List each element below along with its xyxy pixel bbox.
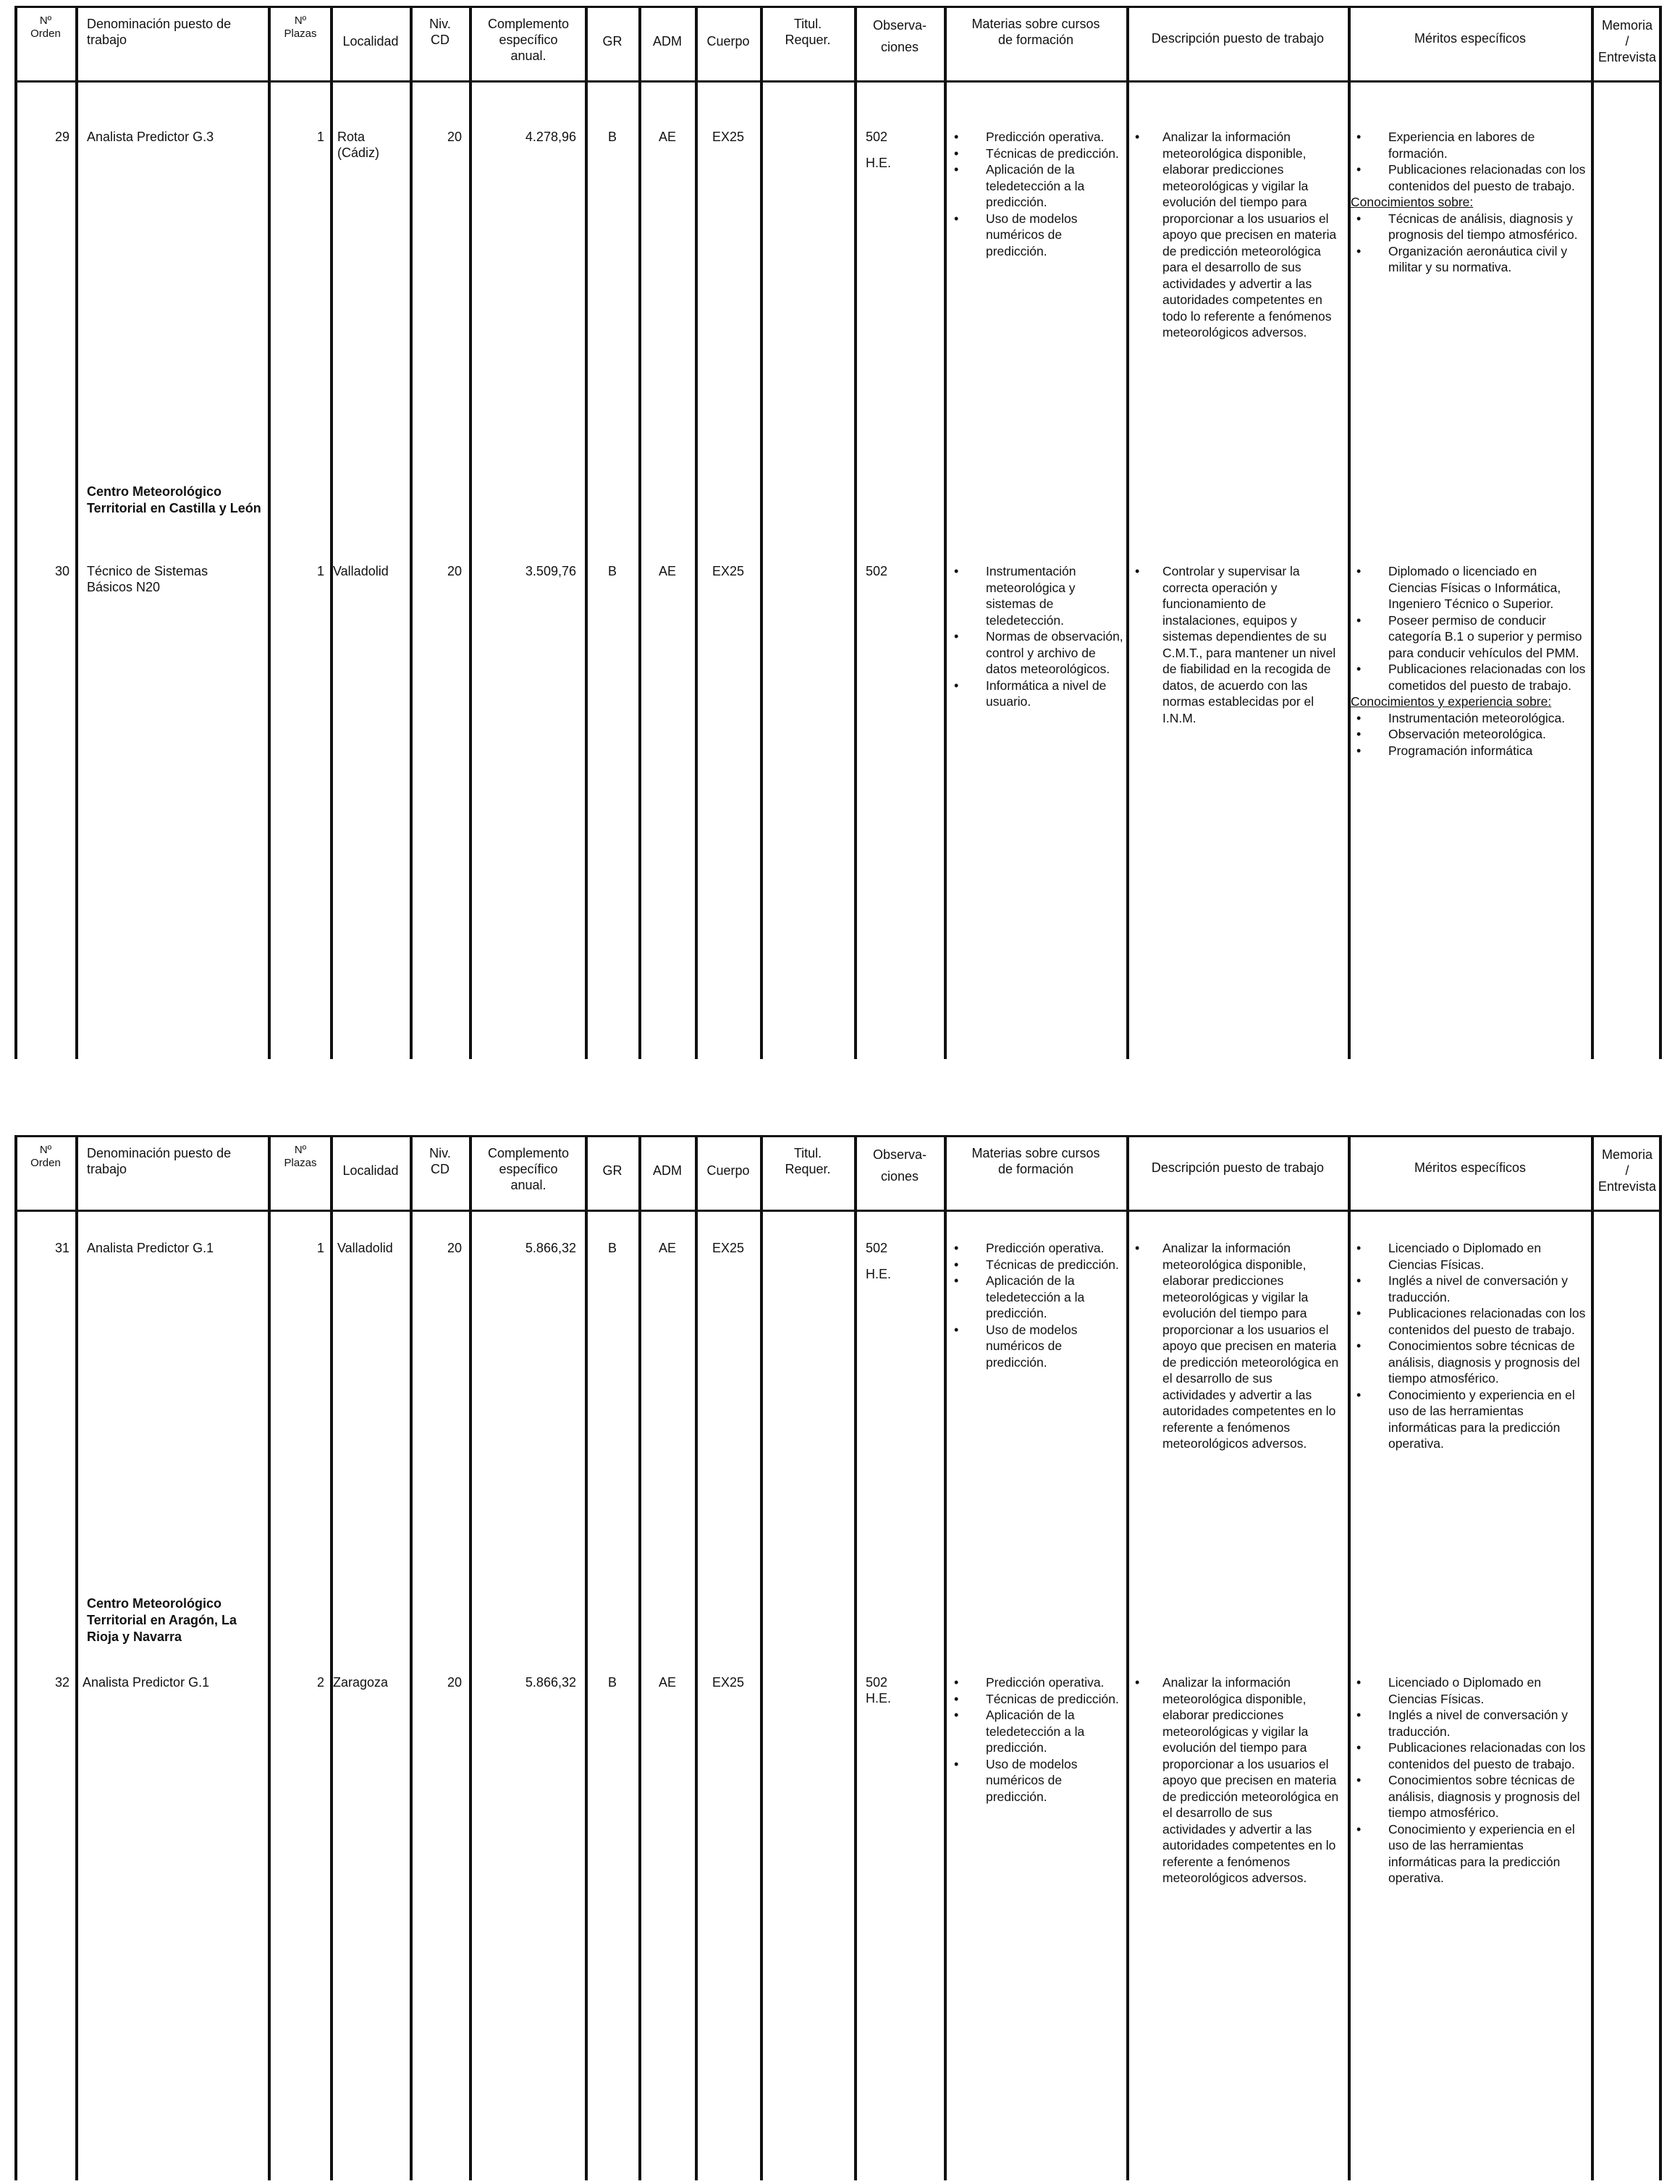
- row32-complemento: 5.866,32: [525, 1675, 576, 1690]
- list-item: • Poseer permiso de conducir categoría B.1 o superior y permiso para conducir vehículos del PMM.: [1351, 612, 1587, 662]
- row32-plazas: 2: [316, 1675, 324, 1690]
- header-gr: GR: [602, 1163, 622, 1178]
- list-item: • Publicaciones relacionadas con los contenidos del puesto de trabajo.: [1351, 1305, 1587, 1338]
- row32-localidad: Zaragoza: [333, 1675, 389, 1690]
- list-item: • Conocimiento y experiencia en el uso de las herramientas informáticas para la predicción operativa.: [1351, 1821, 1587, 1886]
- header-complemento: Complemento específico anual.: [487, 17, 570, 63]
- row30-localidad: Valladolid: [333, 564, 389, 578]
- row30-plazas: 1: [316, 564, 324, 578]
- list-item: • Conocimientos sobre técnicas de análisis, diagnosis y prognosis del tiempo atmosférico.: [1351, 1772, 1587, 1821]
- row29-observaciones: 502 H.E.: [866, 130, 892, 170]
- header-plazas: Nº Plazas: [284, 1144, 317, 1169]
- row30-gr: B: [607, 564, 617, 578]
- header-orden: Nº Orden: [30, 14, 61, 40]
- row31-adm: AE: [658, 1241, 676, 1255]
- row30-complemento: 3.509,76: [525, 564, 576, 578]
- row30-orden: 30: [54, 564, 69, 578]
- list-item: • Técnicas de predicción.: [948, 146, 1125, 162]
- list-item: • Informática a nivel de usuario.: [948, 678, 1125, 710]
- row29-meritos: [1351, 129, 1587, 276]
- row31-meritos: [1351, 1240, 1587, 1452]
- list-item: • Técnicas de predicción.: [948, 1257, 1125, 1273]
- list-item: • Programación informática: [1351, 743, 1587, 759]
- list-item: • Conocimientos sobre técnicas de análisis, diagnosis y prognosis del tiempo atmosférico.: [1351, 1338, 1587, 1387]
- row30-materias: [948, 563, 1125, 710]
- row32-observaciones: 502 H.E.: [866, 1675, 892, 1706]
- row29-denominacion: Analista Predictor G.3: [87, 130, 214, 144]
- meritos-subheading: Conocimientos y experiencia sobre:: [1351, 694, 1552, 709]
- header-denominacion: Denominación puesto de trabajo: [87, 17, 232, 47]
- header-meritos: Méritos específicos: [1414, 31, 1527, 46]
- header-localidad: Localidad: [342, 1163, 399, 1178]
- list-item: • Publicaciones relacionadas con los cometidos del puesto de trabajo.: [1351, 661, 1587, 693]
- row29-niv: 20: [447, 130, 462, 144]
- header-meritos: Méritos específicos: [1414, 1160, 1527, 1175]
- list-item: • Aplicación de la teledetección a la predicción.: [948, 1273, 1125, 1322]
- list-item: • Uso de modelos numéricos de predicción.: [948, 1322, 1125, 1371]
- header-adm: ADM: [653, 34, 682, 49]
- list-item: • Normas de observación, control y archivo de datos meteorológicos.: [948, 628, 1125, 678]
- row31-descripcion: [1129, 1240, 1339, 1452]
- row29-gr: B: [607, 130, 617, 144]
- row30-descripcion: [1129, 563, 1343, 726]
- list-item: • Observación meteorológica.: [1351, 726, 1587, 743]
- row29-localidad: Rota (Cádiz): [337, 130, 380, 160]
- row32-cuerpo: EX25: [712, 1675, 745, 1690]
- row32-orden: 32: [54, 1675, 69, 1690]
- row29-adm: AE: [658, 130, 676, 144]
- list-item: • Experiencia en labores de formación.: [1351, 129, 1587, 161]
- list-item: • Diplomado o licenciado en Ciencias Físicas o Informática, Ingeniero Técnico o Superior.: [1351, 563, 1587, 612]
- row31-denominacion: Analista Predictor G.1: [87, 1241, 214, 1255]
- row30-cuerpo: EX25: [712, 564, 745, 578]
- section-heading-castilla-leon: Centro Meteorológico Territorial en Castilla y León: [87, 484, 261, 515]
- header-memoria: Memoria / Entrevista: [1597, 18, 1657, 64]
- header-observaciones: Observa- ciones: [872, 18, 927, 54]
- list-item: • Predicción operativa.: [948, 1674, 1125, 1691]
- header-niv: Niv. CD: [429, 1146, 451, 1176]
- list-item: • Conocimiento y experiencia en el uso de las herramientas informáticas para la predicción operativa.: [1351, 1387, 1587, 1452]
- row30-meritos: [1351, 563, 1587, 759]
- section-heading-aragon: Centro Meteorológico Territorial en Aragón, La Rioja y Navarra: [87, 1596, 237, 1644]
- row30-adm: AE: [658, 564, 676, 578]
- list-item: • Inglés a nivel de conversación y traducción.: [1351, 1707, 1587, 1740]
- list-item: • Analizar la información meteorológica disponible, elaborar predicciones meteorológicas y vigilar la evolución del tiempo para proporcionar a los usuarios el apoyo que precisen en materia de predicción meteorológica en el desarrollo de sus actividades y advertir a las autoridades competentes en lo referente a fenómenos meteorológicos adversos.: [1129, 1240, 1339, 1452]
- header-cuerpo: Cuerpo: [706, 34, 750, 49]
- header-titul: Titul. Requer.: [785, 1146, 831, 1176]
- row29-complemento: 4.278,96: [525, 130, 576, 144]
- list-item: • Analizar la información meteorológica disponible, elaborar predicciones meteorológicas y vigilar la evolución del tiempo para proporcionar a los usuarios el apoyo que precisen en materia de predicción meteorológica en el desarrollo de sus actividades y advertir a las autoridades competentes en lo referente a fenómenos meteorológicos adversos.: [1129, 1674, 1339, 1886]
- row29-plazas: 1: [316, 130, 324, 144]
- row30-niv: 20: [447, 564, 462, 578]
- header-observaciones: Observa- ciones: [872, 1147, 927, 1184]
- row30-observaciones: 502: [866, 564, 888, 578]
- header-memoria: Memoria / Entrevista: [1597, 1147, 1657, 1194]
- header-denominacion: Denominación puesto de trabajo: [87, 1146, 232, 1176]
- list-item: • Técnicas de predicción.: [948, 1691, 1125, 1708]
- list-item: • Predicción operativa.: [948, 129, 1125, 146]
- header-materias: Materias sobre cursos de formación: [971, 1146, 1100, 1176]
- row29-cuerpo: EX25: [712, 130, 745, 144]
- row31-orden: 31: [54, 1241, 69, 1255]
- list-item: • Predicción operativa.: [948, 1240, 1125, 1257]
- row29-materias: [948, 129, 1125, 259]
- row30-denominacion: Técnico de Sistemas Básicos N20: [87, 564, 208, 594]
- row32-materias: [948, 1674, 1125, 1805]
- row31-niv: 20: [447, 1241, 462, 1255]
- meritos-subheading: Conocimientos sobre:: [1351, 195, 1474, 209]
- row32-gr: B: [607, 1675, 617, 1690]
- list-item: • Uso de modelos numéricos de predicción.: [948, 211, 1125, 260]
- row32-niv: 20: [447, 1675, 462, 1690]
- header-plazas: Nº Plazas: [284, 14, 317, 40]
- table-panel-1: [14, 6, 1662, 1059]
- header-localidad: Localidad: [342, 34, 399, 49]
- row31-plazas: 1: [316, 1241, 324, 1255]
- row29-descripcion: [1129, 129, 1339, 341]
- row31-localidad: Valladolid: [337, 1241, 393, 1255]
- list-item: • Inglés a nivel de conversación y traducción.: [1351, 1273, 1587, 1305]
- list-item: • Uso de modelos numéricos de predicción.: [948, 1756, 1125, 1805]
- list-item: • Instrumentación meteorológica y sistemas de teledetección.: [948, 563, 1125, 628]
- row32-meritos: [1351, 1674, 1587, 1886]
- list-item: • Aplicación de la teledetección a la predicción.: [948, 161, 1125, 211]
- row31-complemento: 5.866,32: [525, 1241, 576, 1255]
- row32-denominacion: Analista Predictor G.1: [83, 1675, 210, 1690]
- list-item: • Controlar y supervisar la correcta operación y funcionamiento de instalaciones, equipos y sistemas dependientes de su C.M.T., para mantener un nivel de fiabilidad en la recogida de datos, de acuerdo con las normas establecidas por el I.N.M.: [1129, 563, 1343, 726]
- header-orden: Nº Orden: [30, 1144, 61, 1169]
- header-descripcion: Descripción puesto de trabajo: [1151, 31, 1325, 46]
- row31-materias: [948, 1240, 1125, 1370]
- list-item: • Analizar la información meteorológica disponible, elaborar predicciones meteorológicas y vigilar la evolución del tiempo para proporcionar a los usuarios el apoyo que precisen en materia de predicción meteorológica para el desarrollo de sus actividades y advertir a las autoridades competentes en todo lo referente a fenómenos meteorológicos adversos.: [1129, 129, 1339, 341]
- row31-cuerpo: EX25: [712, 1241, 745, 1255]
- row32-descripcion: [1129, 1674, 1339, 1886]
- row32-adm: AE: [658, 1675, 676, 1690]
- table-panel-2: [14, 1135, 1662, 2180]
- list-item: • Publicaciones relacionadas con los contenidos del puesto de trabajo.: [1351, 161, 1587, 194]
- header-cuerpo: Cuerpo: [706, 1163, 750, 1178]
- list-item: • Licenciado o Diplomado en Ciencias Físicas.: [1351, 1240, 1587, 1273]
- list-item: • Aplicación de la teledetección a la predicción.: [948, 1707, 1125, 1756]
- header-adm: ADM: [653, 1163, 682, 1178]
- header-niv: Niv. CD: [429, 17, 451, 47]
- header-materias: Materias sobre cursos de formación: [971, 17, 1100, 47]
- header-complemento: Complemento específico anual.: [487, 1146, 570, 1192]
- row31-observaciones: 502 H.E.: [866, 1241, 892, 1281]
- header-descripcion: Descripción puesto de trabajo: [1151, 1160, 1325, 1175]
- list-item: • Licenciado o Diplomado en Ciencias Físicas.: [1351, 1674, 1587, 1707]
- row31-gr: B: [607, 1241, 617, 1255]
- header-titul: Titul. Requer.: [785, 17, 831, 47]
- list-item: • Técnicas de análisis, diagnosis y prognosis del tiempo atmosférico.: [1351, 211, 1587, 243]
- header-gr: GR: [602, 34, 622, 49]
- row29-orden: 29: [54, 130, 69, 144]
- list-item: • Publicaciones relacionadas con los contenidos del puesto de trabajo.: [1351, 1740, 1587, 1772]
- list-item: • Organización aeronáutica civil y militar y su normativa.: [1351, 243, 1587, 276]
- list-item: • Instrumentación meteorológica.: [1351, 710, 1587, 727]
